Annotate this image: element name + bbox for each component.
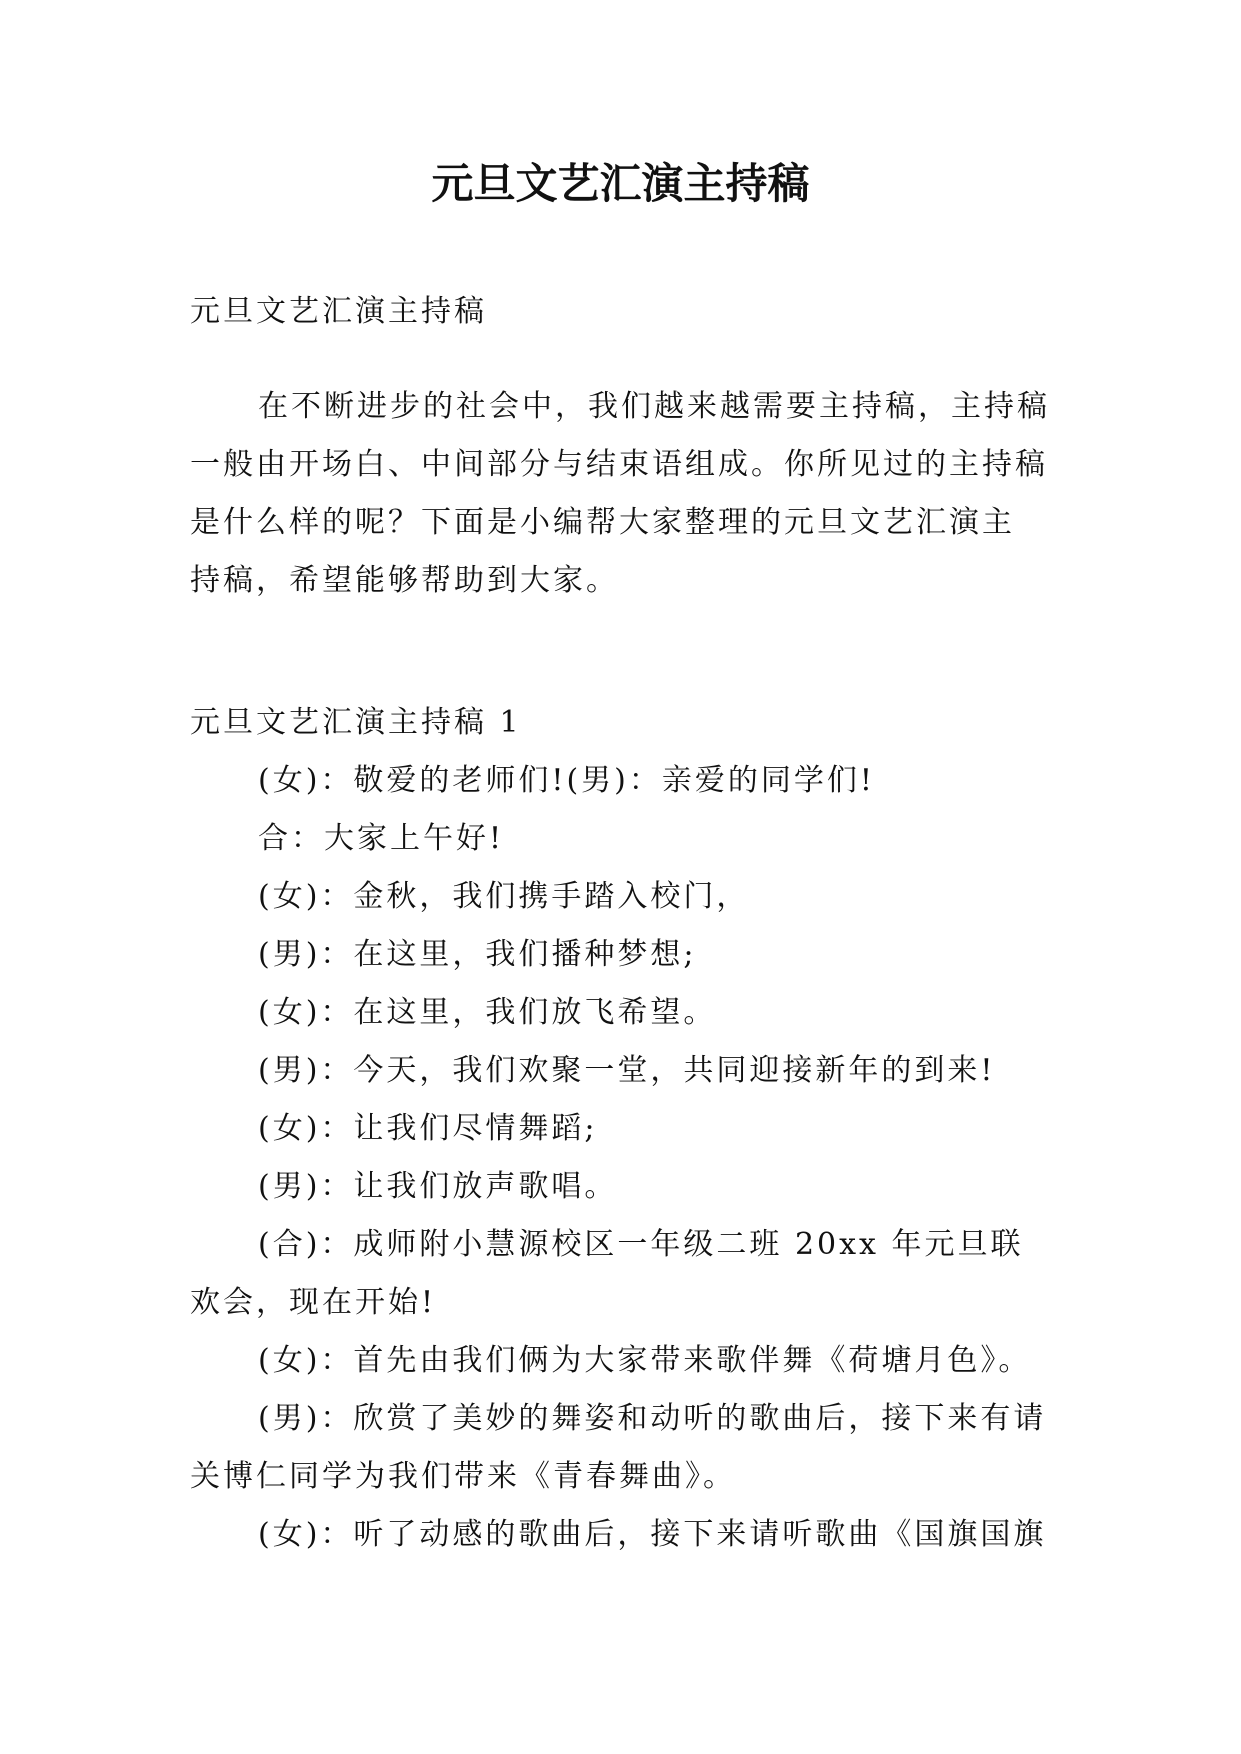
dialog-line: (男)：欣赏了美妙的舞姿和动听的歌曲后，接下来有请关博仁同学为我们带来《青春舞曲》。 xyxy=(190,1401,1047,1494)
dialog-line: (男)：让我们放声歌唱。 xyxy=(258,1169,618,1204)
dialog-line: (女)：金秋，我们携手踏入校门， xyxy=(258,879,750,914)
intro-line: 在不断进步的社会中，我们越来越需要主持稿，主持稿 xyxy=(258,389,1050,424)
intro-line: 一般由开场白、中间部分与结束语组成。你所见过的主持稿 xyxy=(190,447,1048,482)
dialog-list xyxy=(190,752,1050,1564)
dialog-line: (女)：首先由我们俩为大家带来歌伴舞《荷塘月色》。 xyxy=(258,1343,1032,1378)
section-heading: 元旦文艺汇演主持稿 1 xyxy=(190,705,522,740)
document-subtitle: 元旦文艺汇演主持稿 xyxy=(190,294,487,329)
intro-line: 持稿，希望能够帮助到大家。 xyxy=(190,563,619,598)
dialog-line: (合)：成师附小慧源校区一年级二班 20xx 年元旦联欢会，现在开始! xyxy=(190,1227,1024,1320)
document-title: 元旦文艺汇演主持稿 xyxy=(431,159,810,208)
dialog-line: (男)：今天，我们欢聚一堂，共同迎接新年的到来! xyxy=(258,1053,996,1088)
dialog-line: (女)：在这里，我们放飞希望。 xyxy=(258,995,717,1030)
dialog-line: (女)：让我们尽情舞蹈; xyxy=(258,1111,598,1146)
intro-line: 是什么样的呢？下面是小编帮大家整理的元旦文艺汇演主 xyxy=(190,505,1015,540)
dialog-line: (女)：敬爱的老师们!(男)：亲爱的同学们! xyxy=(258,763,875,798)
dialog-line: (女)：听了动感的歌曲后，接下来请听歌曲《国旗国旗 xyxy=(258,1517,1047,1552)
dialog-line: (男)：在这里，我们播种梦想; xyxy=(258,937,697,972)
dialog-line: 合：大家上午好! xyxy=(258,821,505,856)
